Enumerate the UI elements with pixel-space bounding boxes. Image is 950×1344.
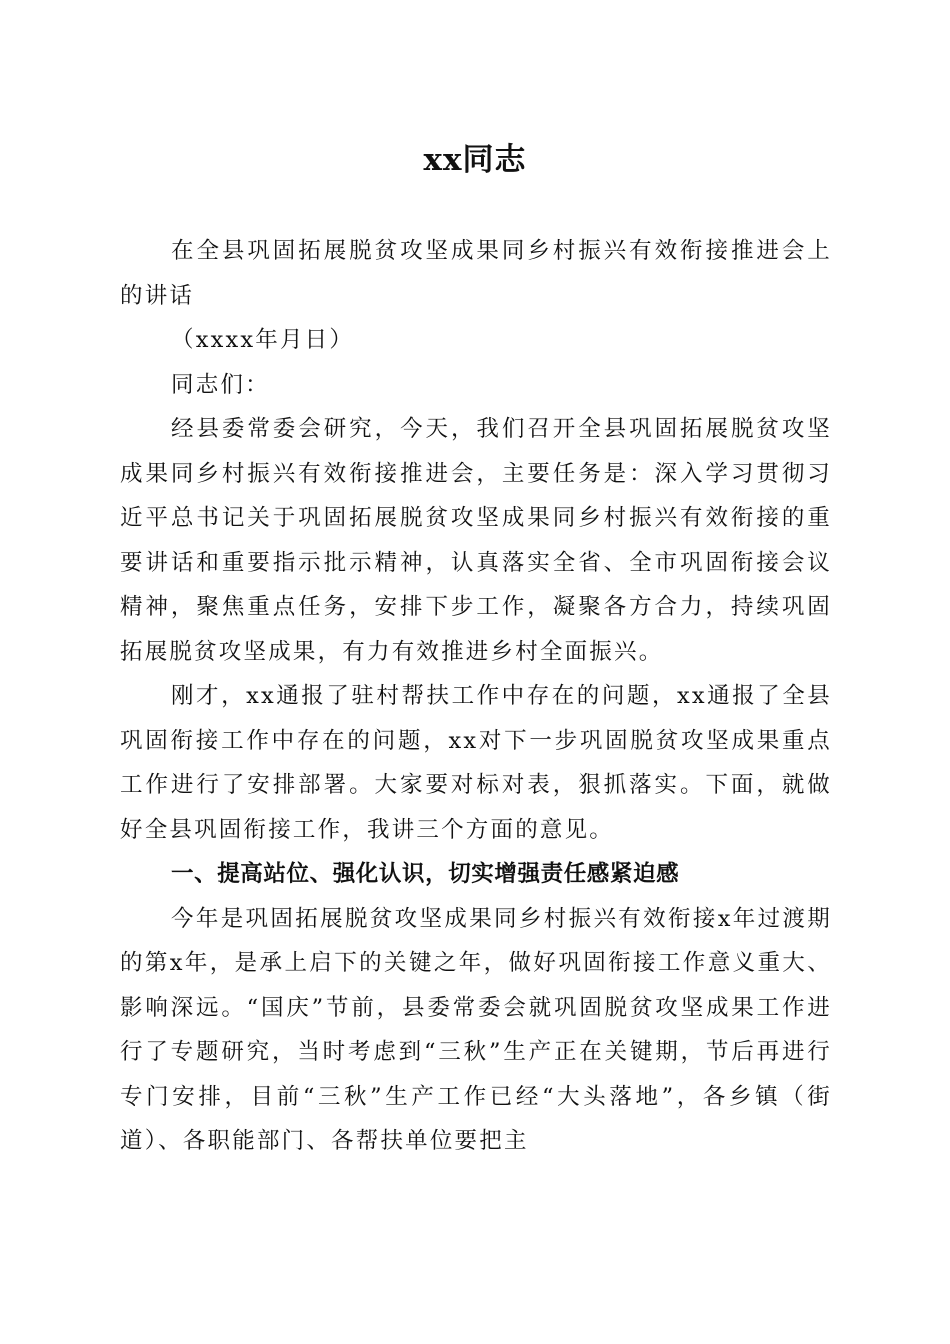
page-title: xx同志 <box>423 142 527 178</box>
speech-date: （xxxx年月日） <box>171 327 355 353</box>
document-body <box>120 229 832 1164</box>
salutation: 同志们： <box>171 371 270 398</box>
paragraph-intro: 经县委常委会研究，今天，我们召开全县巩固拓展脱贫攻坚成果同乡村振兴有效衔接推进会，主要任务是：深入学习贯彻习近平总书记关于巩固拓展脱贫攻坚成果同乡村振兴有效衔接的重要讲话和重要指示批示精神，认真落实全省、全市巩固衔接会议精神，聚焦重点任务，安排下步工作，凝聚各方合力，持续巩固拓展脱贫攻坚成果，有力有效推进乡村全面振兴。 <box>120 416 832 665</box>
speech-subtitle: 在全县巩固拓展脱贫攻坚成果同乡村振兴有效衔接推进会上的讲话 <box>120 238 832 309</box>
section-heading-1: 一、提高站位、强化认识，切实增强责任感紧迫感 <box>171 861 680 887</box>
paragraph-briefing: 刚才，xx通报了驻村帮扶工作中存在的问题，xx通报了全县巩固衔接工作中存在的问题，xx对下一步巩固脱贫攻坚成果重点工作进行了安排部署。大家要对标对表，狠抓落实。下面，就做好全县巩固衔接工作，我讲三个方面的意见。 <box>120 683 832 843</box>
paragraph-section-1: 今年是巩固拓展脱贫攻坚成果同乡村振兴有效衔接x年过渡期的第x年，是承上启下的关键之年，做好巩固衔接工作意义重大、影响深远。“国庆”节前，县委常委会就巩固脱贫攻坚成果工作进行了专题研究，当时考虑到“三秋”生产正在关键期，节后再进行专门安排，目前“三秋”生产工作已经“大头落地”，各乡镇（街道）、各职能部门、各帮扶单位要把主 <box>120 905 832 1154</box>
